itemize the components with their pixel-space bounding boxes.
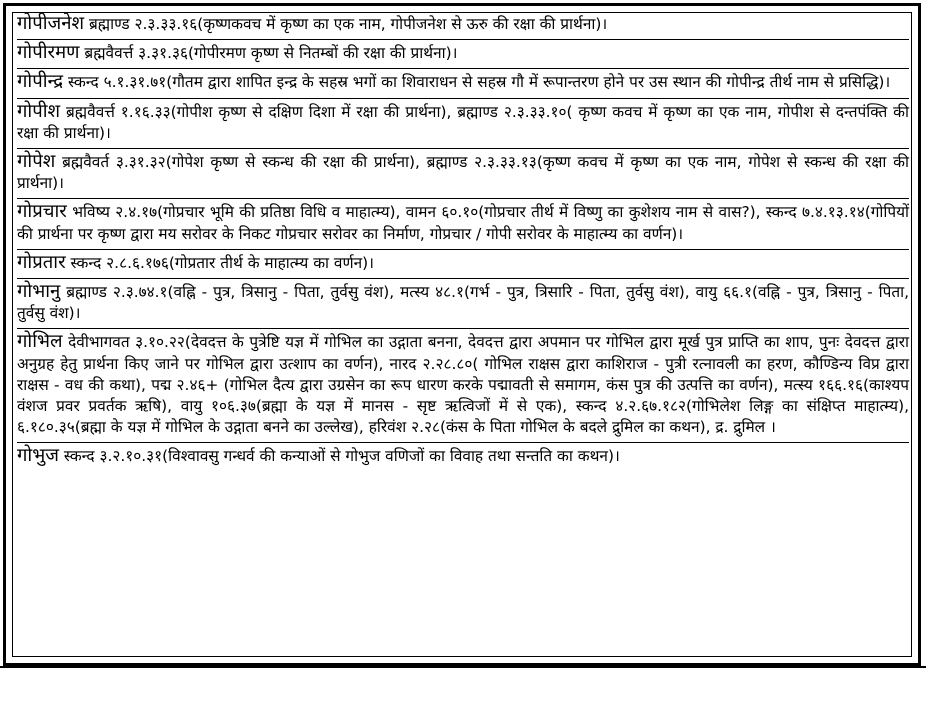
entry-text: ब्रह्मवैवर्त्त ३.३१.३६(गोपीरमण कृष्ण से नितम्बों की रक्षा की प्रार्थना)। [84, 44, 458, 63]
entry-headword: गोभुज [17, 445, 59, 467]
entry [17, 151, 909, 197]
entry-headword: गोपेश [17, 151, 56, 173]
entry-text: स्कन्द २.८.६.१७६(गोप्रतार तीर्थ के माहात्म्य का वर्णन)। [70, 253, 374, 272]
entry [17, 42, 909, 67]
entry [17, 252, 909, 277]
entry-headword: गोपीजनेश [17, 13, 85, 34]
entry-text: स्कन्द ३.२.१०.३१(विश्वावसु गन्धर्व की कन्याओं से गोभुज वणिजों का विवाह तथा सन्तति का कथन)। [63, 447, 620, 466]
entry-text: ब्रह्मवैवर्त ३.३१.३२(गोपेश कृष्ण से स्कन्ध की रक्षा की प्रार्थना), ब्रह्माण्ड २.३.३३.१३(कृष्ण कवच में कृष्ण का एक नाम, गोपेश से स्कन्ध की रक्षा की प्रार्थना)। [17, 153, 909, 193]
entry-text: ब्रह्मवैवर्त्त १.१६.३३(गोपीश कृष्ण से दक्षिण दिशा में रक्षा की प्रार्थना), ब्रह्माण्ड २.३.३३.१०( कृष्ण कवच में कृष्ण का एक नाम, गोपीश से दन्तपंक्ति की रक्षा की प्रार्थना)। [17, 102, 909, 142]
dictionary-entries [17, 13, 909, 471]
entry-headword: गोभानु [17, 281, 61, 303]
entry-divider [17, 328, 909, 329]
entry-text: स्कन्द ५.१.३१.७१(गौतम द्वारा शापित इन्द्र के सहस्र भगों का शिवाराधन से सहस्र गौ में रूपान्तरण होने पर उस स्थान की गोपीन्द्र तीर्थ नाम से प्रसिद्धि)। [67, 73, 891, 92]
entry-divider [17, 98, 909, 99]
entry [17, 13, 909, 38]
entry-divider [17, 278, 909, 279]
entry-divider [17, 68, 909, 69]
entry-headword: गोपीन्द्र [17, 71, 64, 93]
entry-divider [17, 198, 909, 199]
entry-text: भविष्य २.४.१७(गोप्रचार भूमि की प्रतिष्ठा विधि व माहात्म्य), वामन ६०.१०(गोप्रचार तीर्थ में विष्णु का कुशेशय नाम से वास?), स्कन्द ७.४.१३.१४(गोपियों की प्रार्थना पर कृष्ण द्वारा मय सरोवर के निकट गोप्रचार सरोवर का निर्माण, गोप्रचार / गोपी सरोवर के माहात्म्य का वर्णन)। [17, 203, 909, 243]
entry-headword: गोभिल [17, 331, 63, 353]
entry-headword: गोप्रतार [17, 251, 66, 273]
entry [17, 281, 909, 327]
entry-text: देवीभागवत ३.१०.२२(देवदत्त के पुत्रेष्टि यज्ञ में गोभिल का उद्गाता बनना, देवदत्त द्वारा अपमान पर गोभिल द्वारा मूर्ख पुत्र प्राप्ति का शाप, पुनः देवदत्त द्वारा अनुग्रह हेतु प्रार्थना किए जाने पर गोभिल द्वारा उत्शाप का वर्णन), नारद २.२८.८०( गोभिल राक्षस द्वारा काशिराज - पुत्री रत्नावली का हरण, कौण्डिन्य विप्र द्वारा राक्षस - वध की कथा), पद्म २.४६+ (गोभिल दैत्य द्वारा उग्रसेन का रूप धारण करके पद्मावती से समागम, कंस पुत्र की उत्पत्ति का वर्णन), मत्स्य १६६.१६(काश्यप वंशज प्रवर प्रवर्तक ऋषि), वायु १०६.३७(ब्रह्मा के यज्ञ में मानस - सृष्ट ऋत्विजों में से एक), स्कन्द ४.२.६७.१८२(गोभिलेश लिङ्ग का संक्षिप्त माहात्म्य), ६.१८०.३५(ब्रह्मा के यज्ञ में गोभिल के उद्गाता बनने का उल्लेख), हरिवंश २.२८(कंस के पिता गोभिल के बदले द्रुमिल का कथन), द्र. द्रुमिल । [17, 333, 909, 437]
entry-divider [17, 148, 909, 149]
entry [17, 101, 909, 147]
entry [17, 201, 909, 247]
entry-divider [17, 442, 909, 443]
entry-headword: गोपीश [17, 100, 61, 122]
entry [17, 445, 909, 470]
entry-divider [17, 39, 909, 40]
entry [17, 71, 909, 96]
entry-divider [17, 249, 909, 250]
entry-headword: गोप्रचार [17, 201, 67, 223]
entry-headword: गोपीरमण [17, 42, 80, 64]
page-bottom-rule [0, 666, 926, 668]
entry [17, 331, 909, 441]
entry-text: ब्रह्माण्ड २.३.३३.१६(कृष्णकवच में कृष्ण का एक नाम, गोपीजनेश से ऊरु की रक्षा की प्रार्थना)। [89, 15, 608, 33]
entry-text: ब्रह्माण्ड २.३.७४.१(वह्नि - पुत्र, त्रिसानु - पिता, तुर्वसु वंश), मत्स्य ४८.१(गर्भ - पुत्र, त्रिसारि - पिता, तुर्वसु वंश), वायु ६६.१(वह्नि - पुत्र, त्रिसानु - पिता, तुर्वसु वंश)। [17, 283, 909, 323]
